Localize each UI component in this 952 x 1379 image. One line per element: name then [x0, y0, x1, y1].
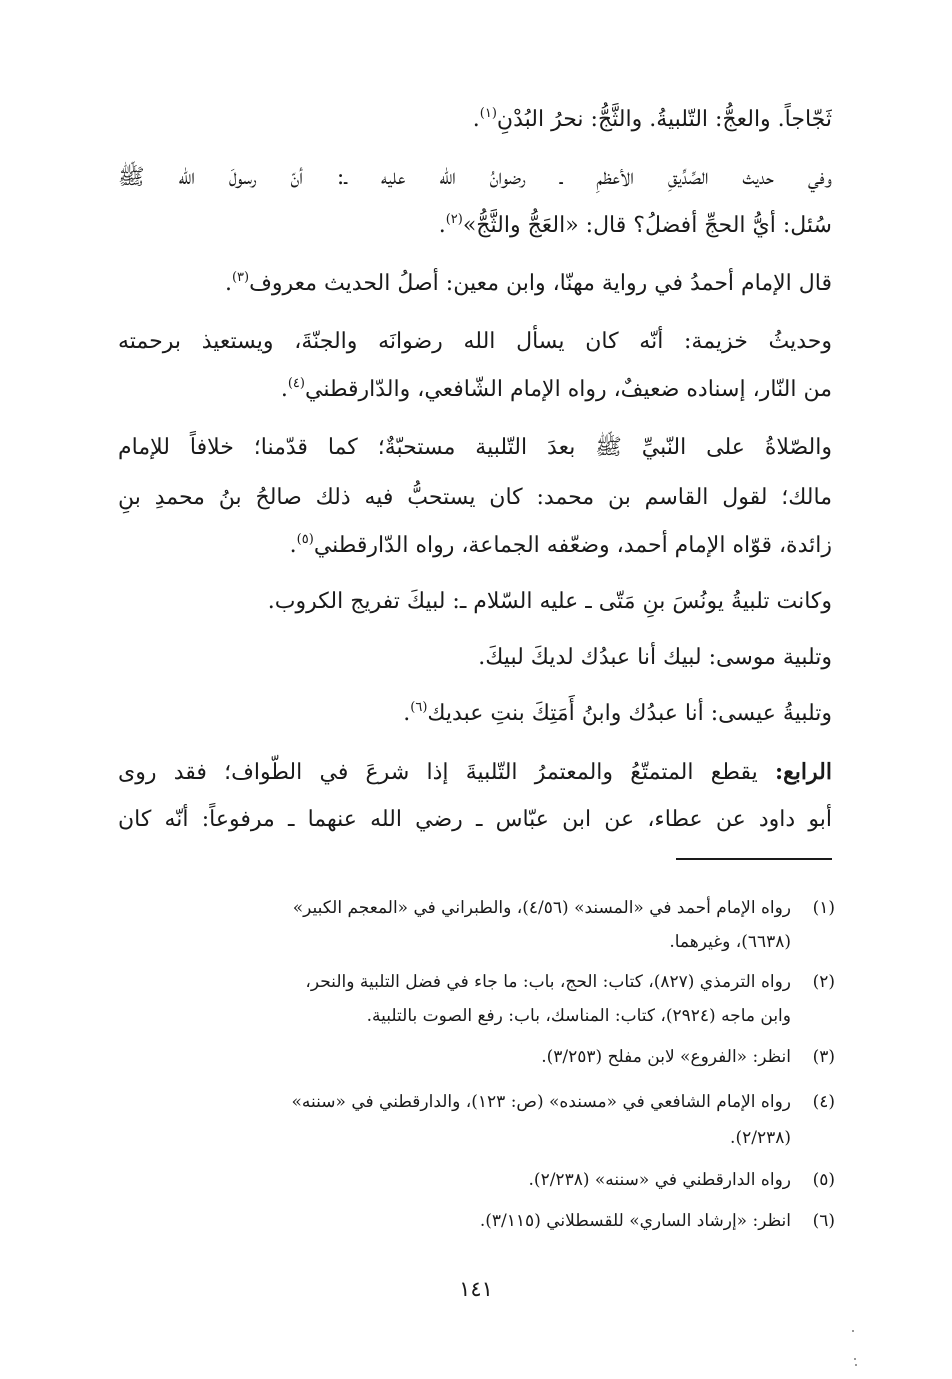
text-line-7: والصّلاةُ على النّبيِّ ﷺ بعدَ التّلبية مستحبّةٌ؛ كما قدّمنا؛ خلافاً للإمام: [118, 435, 832, 460]
text-line-11: وتلبية موسى: لبيك أنا عبدُك لديكَ لبيكَ.: [478, 645, 832, 670]
text-line-1: ثَجّاجاً. والعجُّ: التّلبيةُ. والثَّجُّ: نحرُ البُدْنِ$^{(١)}$.: [472, 106, 832, 132]
text-line-8: مالك؛ لقول القاسم بن محمد: كان يستحبُّ فيه ذلك صالحُ بنُ محمدِ بنِ: [118, 485, 832, 510]
footnote-ref-3[interactable]: (٣): [231, 270, 250, 285]
footnote-number: (٣): [812, 1047, 835, 1067]
footnote-number: (٦): [812, 1211, 835, 1231]
text-line-6: من النّار، إسناده ضعيفٌ، رواه الإمام الشّافعي، والدّارقطني$^{(٤)}$.: [280, 376, 832, 402]
text-line-13: الرابع: يقطع المتمتّعُ والمعتمرُ التّلبيةَ إذا شرعَ في الطّواف؛ فقد روى: [118, 759, 832, 785]
text-line-2: وفي حديث الصِّدِّيقِ الأعظمِ ـ رضوانُ الله عليه ـ: أنّ رسولَ الله ﷺ: [118, 165, 832, 190]
footnote-ref-5[interactable]: (٥): [296, 532, 314, 547]
footnote-number: (٥): [812, 1170, 835, 1190]
text-line-5: وحديثُ خزيمة: أنّه كان يسأل الله رضوانَه والجنّةَ، ويستعيذ برحمته: [118, 329, 832, 354]
footnote-2-continued: وابن ماجه (٢٩٢٤)، كتاب: المناسك، باب: رفع الصوت بالتلبية.: [366, 1006, 791, 1026]
footnote-3: (٣)انظر: «الفروع» لابن مفلح (٣/٢٥٣).: [118, 1040, 835, 1074]
footnote-number: (١): [812, 898, 835, 918]
section-heading: الرابع:: [774, 759, 832, 785]
footnote-ref-4[interactable]: (٤): [287, 376, 305, 391]
text-line-14: أبو داود عن عطاء، عن ابن عبّاس ـ رضي الله عنهما ـ مرفوعاً: أنّه كان: [118, 807, 832, 832]
text-line-3: سُئل: أيُّ الحجِّ أفضلُ؟ قال: «العَجُّ والثَّجُّ»$^{(٢)}$.: [438, 212, 832, 238]
footnote-1: (١)رواه الإمام أحمد في «المسند» (٤/٥٦)، والطبراني في «المعجم الكبير»: [118, 891, 835, 925]
scan-speck: [854, 1358, 856, 1360]
footnote-4: (٤)رواه الإمام الشافعي في «مسنده» (ص: ١٢٣)، والدارقطني في «سننه»: [118, 1085, 835, 1119]
scan-speck: [852, 1330, 854, 1332]
footnote-5: (٥)رواه الدارقطني في «سننه» (٢/٢٣٨).: [118, 1163, 835, 1197]
text-line-4: قال الإمام أحمدُ في رواية مهنّا، وابن معين: أصلُ الحديث معروف$^{(٣)}$.: [224, 270, 832, 296]
footnote-6: (٦)انظر: «إرشاد الساري» للقسطلاني (٣/١١٥).: [118, 1204, 835, 1238]
footnote-1-continued: (٦٦٣٨)، وغيرهما.: [669, 932, 791, 952]
footnote-2: (٢)رواه الترمذي (٨٢٧)، كتاب: الحج، باب: ما جاء في فضل التلبية والنحر،: [118, 965, 835, 999]
text-line-9: زائدة، قوّاه الإمام أحمد، وضعّفه الجماعة، رواه الدّارقطني$^{(٥)}$.: [289, 532, 832, 558]
page-number: ١٤١: [459, 1277, 493, 1301]
footnote-ref-1[interactable]: (١): [479, 106, 497, 121]
scan-speck: [855, 1364, 857, 1366]
footnote-ref-6[interactable]: (٦): [410, 700, 428, 715]
footnote-4-continued: (٢/٢٣٨).: [730, 1128, 791, 1148]
footnote-divider: [676, 858, 832, 860]
footnote-number: (٤): [812, 1092, 835, 1112]
footnote-number: (٢): [812, 972, 835, 992]
text-line-12: وتلبيةُ عيسى: أنا عبدُك وابنُ أَمَتِكَ بنتِ عبديك$^{(٦)}$.: [403, 700, 832, 726]
footnote-ref-2[interactable]: (٢): [445, 212, 463, 227]
text-line-10: وكانت تلبيةُ يونُسَ بنِ مَتّى ـ عليه السّلام ـ: لبيكَ تفريج الكروب.: [267, 589, 832, 614]
